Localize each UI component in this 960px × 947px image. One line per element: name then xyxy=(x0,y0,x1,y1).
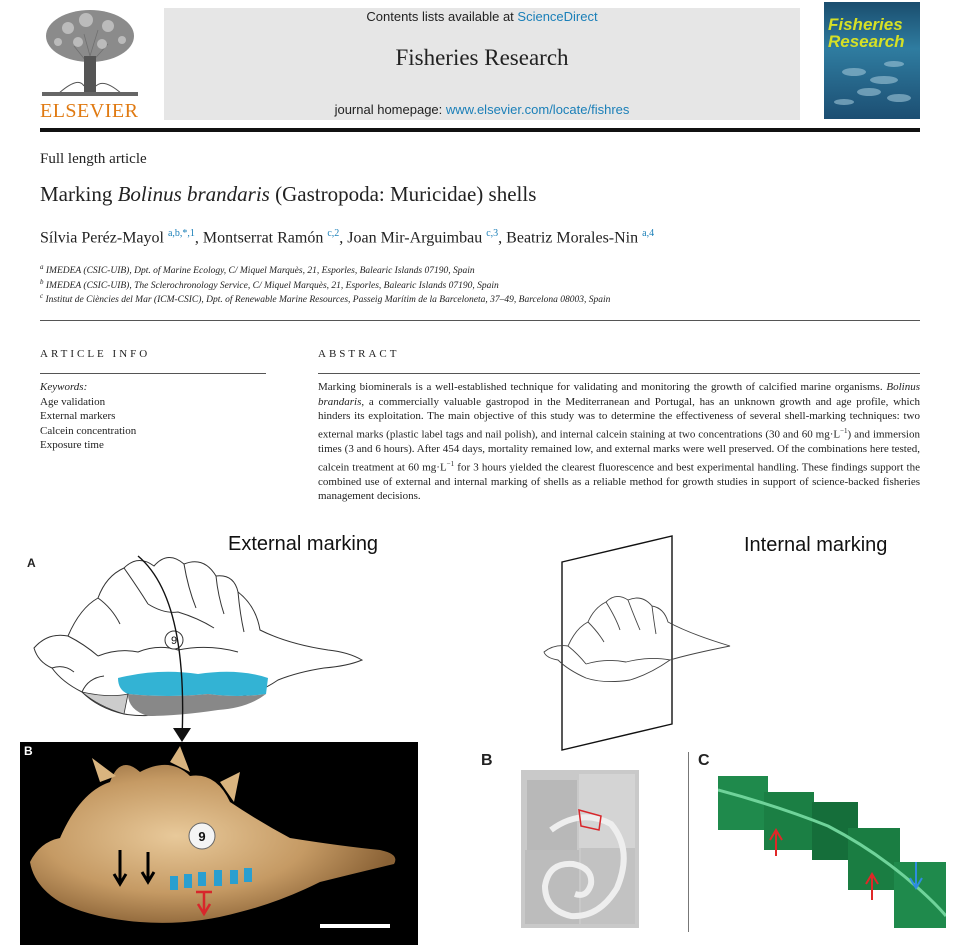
keywords-label: Keywords: xyxy=(40,381,88,393)
journal-cover[interactable] xyxy=(824,2,920,119)
journal-name: Fisheries Research xyxy=(395,45,569,70)
abstract-rule xyxy=(318,373,920,374)
author-name[interactable]: Beatriz Morales-Nin xyxy=(506,229,639,247)
abstract-sup: −1 xyxy=(446,459,455,468)
panel-c-letter: C xyxy=(698,752,710,769)
abstract-sup: −1 xyxy=(840,426,848,435)
sciencedirect-link[interactable]: ScienceDirect xyxy=(517,9,598,24)
affiliation-key: a xyxy=(40,263,44,271)
shell-photo-panel[interactable] xyxy=(20,742,418,945)
contents-prefix: Contents lists available at xyxy=(366,9,518,24)
elsevier-logo[interactable] xyxy=(38,6,142,98)
panel-b-letter-right: B xyxy=(481,752,493,769)
shell-drawing-internal xyxy=(540,534,740,754)
photo-tag-number: 9 xyxy=(198,829,206,844)
abstract-part: , a commercially valuable gastropod in the Mediterranean and Portugal, has an unknown growth and age profile, which hinders its exploitation. The main objective of this study was to determine the effectiveness of several shell-marking techniques: two external marks (plastic label tags and nail polish), and internal calcein staining at two concentrations (30 and 60 mg·L xyxy=(318,395,920,441)
author-sup[interactable]: a,4 xyxy=(642,228,655,239)
author-list: Sílvia Peréz-Mayol $^{a,b,*,1}$, Montserrat Ramón $^{c,2}$, Joan Mir-Arguimbau $^{c,3}$, Beatriz Morales-Nin $^{a,4}$ xyxy=(40,228,655,247)
affiliation xyxy=(40,278,499,291)
keyword[interactable]: External markers xyxy=(40,410,116,422)
fluorescence-photo[interactable] xyxy=(718,776,946,929)
author-name[interactable]: Sílvia Peréz-Mayol xyxy=(40,229,164,247)
shell-photo xyxy=(20,742,418,945)
author-sup[interactable]: a,b,*,1 xyxy=(167,228,195,239)
thin-section-image xyxy=(521,770,639,928)
abstract-text xyxy=(318,380,920,504)
thin-section-photo[interactable] xyxy=(521,770,639,928)
section-plane xyxy=(562,536,672,750)
cover-title: Fisheries Research xyxy=(828,15,905,51)
title-suffix: (Gastropoda: Muricidae) shells xyxy=(269,182,537,206)
pointer-arrow-icon xyxy=(173,728,191,742)
abstract-heading: ABSTRACT xyxy=(318,348,400,360)
keywords-block xyxy=(40,380,136,453)
abstract-part: ) and immersion times (3 and 6 hours). After 454 days, mortality remained low, and external marks were well preserved. Of the combinations here tested, calcein treatment at 60 mg·L xyxy=(318,428,920,474)
affiliation-text: IMEDEA (CSIC-UIB), The Sclerochronology Service, C/ Miquel Marquès, 21, Esporles, Balearic Islands 07190, Spain xyxy=(45,281,499,292)
cover-fish-icon xyxy=(824,2,920,119)
abstract-part: for 3 hours yielded the clearest fluorescence and best experimental handling. These findings support the combined use of external and internal marking of shells as a reliable method for growth studies in support of science-backed fisheries management decisions. xyxy=(318,461,920,503)
affiliation-key: c xyxy=(40,292,44,300)
shell-drawing-external xyxy=(28,548,368,748)
article-title xyxy=(40,182,536,207)
publisher-wordmark: ELSEVIER xyxy=(40,100,139,122)
section-rule xyxy=(40,320,920,321)
panel-divider xyxy=(688,752,689,932)
header-rule xyxy=(40,128,920,132)
homepage-prefix: journal homepage: xyxy=(334,102,446,117)
elsevier-tree-icon xyxy=(38,6,142,98)
tag-number: 9 xyxy=(170,635,178,647)
affiliation-text: IMEDEA (CSIC-UIB), Dpt. of Marine Ecology, C/ Miquel Marquès, 21, Esporles, Balearic Islands 07190, Spain xyxy=(45,266,475,277)
nail-polish-band xyxy=(118,672,268,696)
affiliation-key: b xyxy=(40,278,44,286)
author-name[interactable]: Montserrat Ramón xyxy=(202,229,324,247)
author-sup[interactable]: c,2 xyxy=(327,228,340,239)
contents-line xyxy=(164,9,800,24)
fluorescence-image xyxy=(718,776,946,929)
scale-bar xyxy=(320,924,390,928)
article-info-heading: ARTICLE INFO xyxy=(40,348,151,360)
abstract-part: Marking biominerals is a well-established technique for validating and monitoring the growth of calcified marine organisms. xyxy=(318,381,887,393)
affiliation xyxy=(40,263,475,276)
affiliation-text: Institut de Ciències del Mar (ICM-CSIC), Dpt. of Renewable Marine Resources, Passeig Marítim de la Barceloneta, 37–49, Barcelona 08003, Spain xyxy=(45,295,611,306)
keyword[interactable]: Exposure time xyxy=(40,439,104,451)
homepage-line xyxy=(164,102,800,117)
keyword[interactable]: Calcein concentration xyxy=(40,424,137,437)
panel-a-letter: A xyxy=(27,556,36,570)
author-sup[interactable]: c,3 xyxy=(486,228,499,239)
external-marking-label: External marking xyxy=(228,533,379,555)
internal-marking-label: Internal marking xyxy=(744,534,888,556)
homepage-link[interactable]: www.elsevier.com/locate/fishres xyxy=(445,102,630,117)
affiliation xyxy=(40,292,610,305)
title-species: Bolinus brandaris xyxy=(117,182,270,206)
panel-b-letter-left: B xyxy=(24,744,33,758)
info-rule xyxy=(40,373,266,374)
author-name[interactable]: Joan Mir-Arguimbau xyxy=(347,229,483,247)
title-prefix: Marking xyxy=(40,182,118,206)
article-type: Full length article xyxy=(40,151,147,167)
keyword[interactable]: Age validation xyxy=(40,395,106,408)
abstract-species: Bolinus brandaris xyxy=(318,381,920,408)
